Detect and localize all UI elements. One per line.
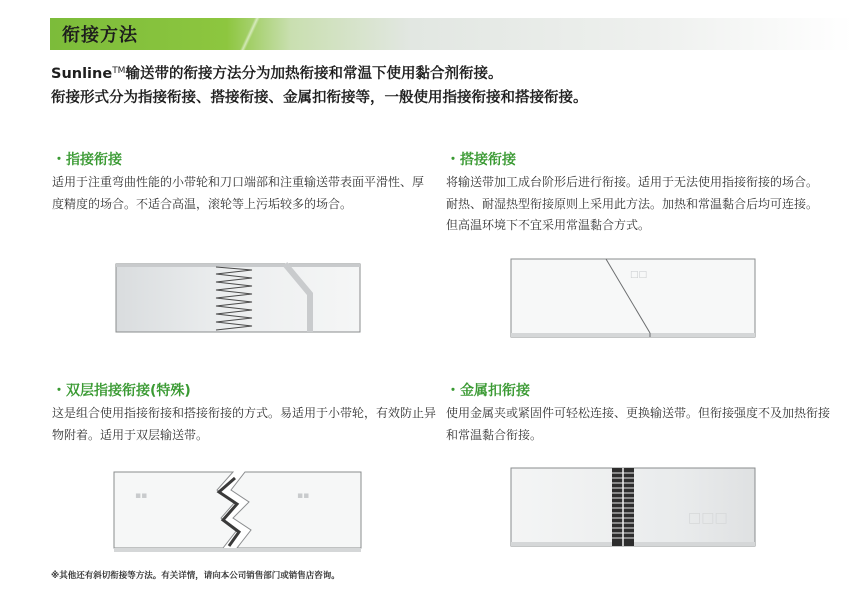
section-body-metal-clip-joint: 使用金属夹或紧固件可轻松连接、更换输送带。但衔接强度不及加热衔接和常温黏合衔接。	[446, 406, 831, 442]
trademark-mark: TM	[112, 66, 126, 76]
section-title-double-finger-joint: ・双层指接衔接(特殊)	[52, 383, 191, 399]
metal-clip-joint-diagram	[510, 464, 762, 554]
finger-joint-diagram	[115, 258, 363, 338]
section-title-lap-joint: ・搭接衔接	[446, 152, 516, 168]
double-finger-joint-diagram	[113, 468, 365, 556]
svg-text:□□□: □□□	[688, 510, 728, 526]
page-title: 衔接方法	[62, 25, 138, 46]
section-body-lap-joint: 将输送带加工成台阶形后进行衔接。适用于无法使用指接衔接的场合。耐热、耐湿热型衔接原则上采用此方法。加热和常温黏合后均可连接。但高温环境下不宜采用常温黏合方式。	[446, 175, 819, 232]
brand-name: Sunline	[51, 66, 113, 82]
intro-line-1	[51, 62, 502, 83]
lap-joint-diagram	[510, 255, 760, 345]
section-body-double-finger-joint: 这是组合使用指接衔接和搭接衔接的方式。易适用于小带轮，有效防止异物附着。适用于双层输送带。	[52, 406, 437, 442]
intro-line-1-text: 输送带的衔接方法分为加热衔接和常温下使用黏合剂衔接。	[125, 66, 503, 82]
metal-clip-stack	[612, 468, 634, 546]
header-band	[50, 18, 853, 50]
section-title-metal-clip-joint: ・金属扣衔接	[446, 383, 530, 399]
section-body-finger-joint: 适用于注重弯曲性能的小带轮和刀口端部和注重输送带表面平滑性、厚度精度的场合。不适合高温，滚轮等上污垢较多的场合。	[52, 175, 425, 211]
svg-text:□□: □□	[630, 270, 648, 280]
section-title-finger-joint: ・指接衔接	[52, 152, 122, 168]
svg-text:▪▪: ▪▪	[135, 491, 148, 501]
intro-line-2: 衔接形式分为指接衔接、搭接衔接、金属扣衔接等，一般使用指接衔接和搭接衔接。	[51, 90, 588, 106]
footnote: ※其他还有斜切衔接等方法。有关详情，请向本公司销售部门或销售店咨询。	[51, 571, 340, 581]
svg-text:▪▪: ▪▪	[297, 491, 310, 501]
